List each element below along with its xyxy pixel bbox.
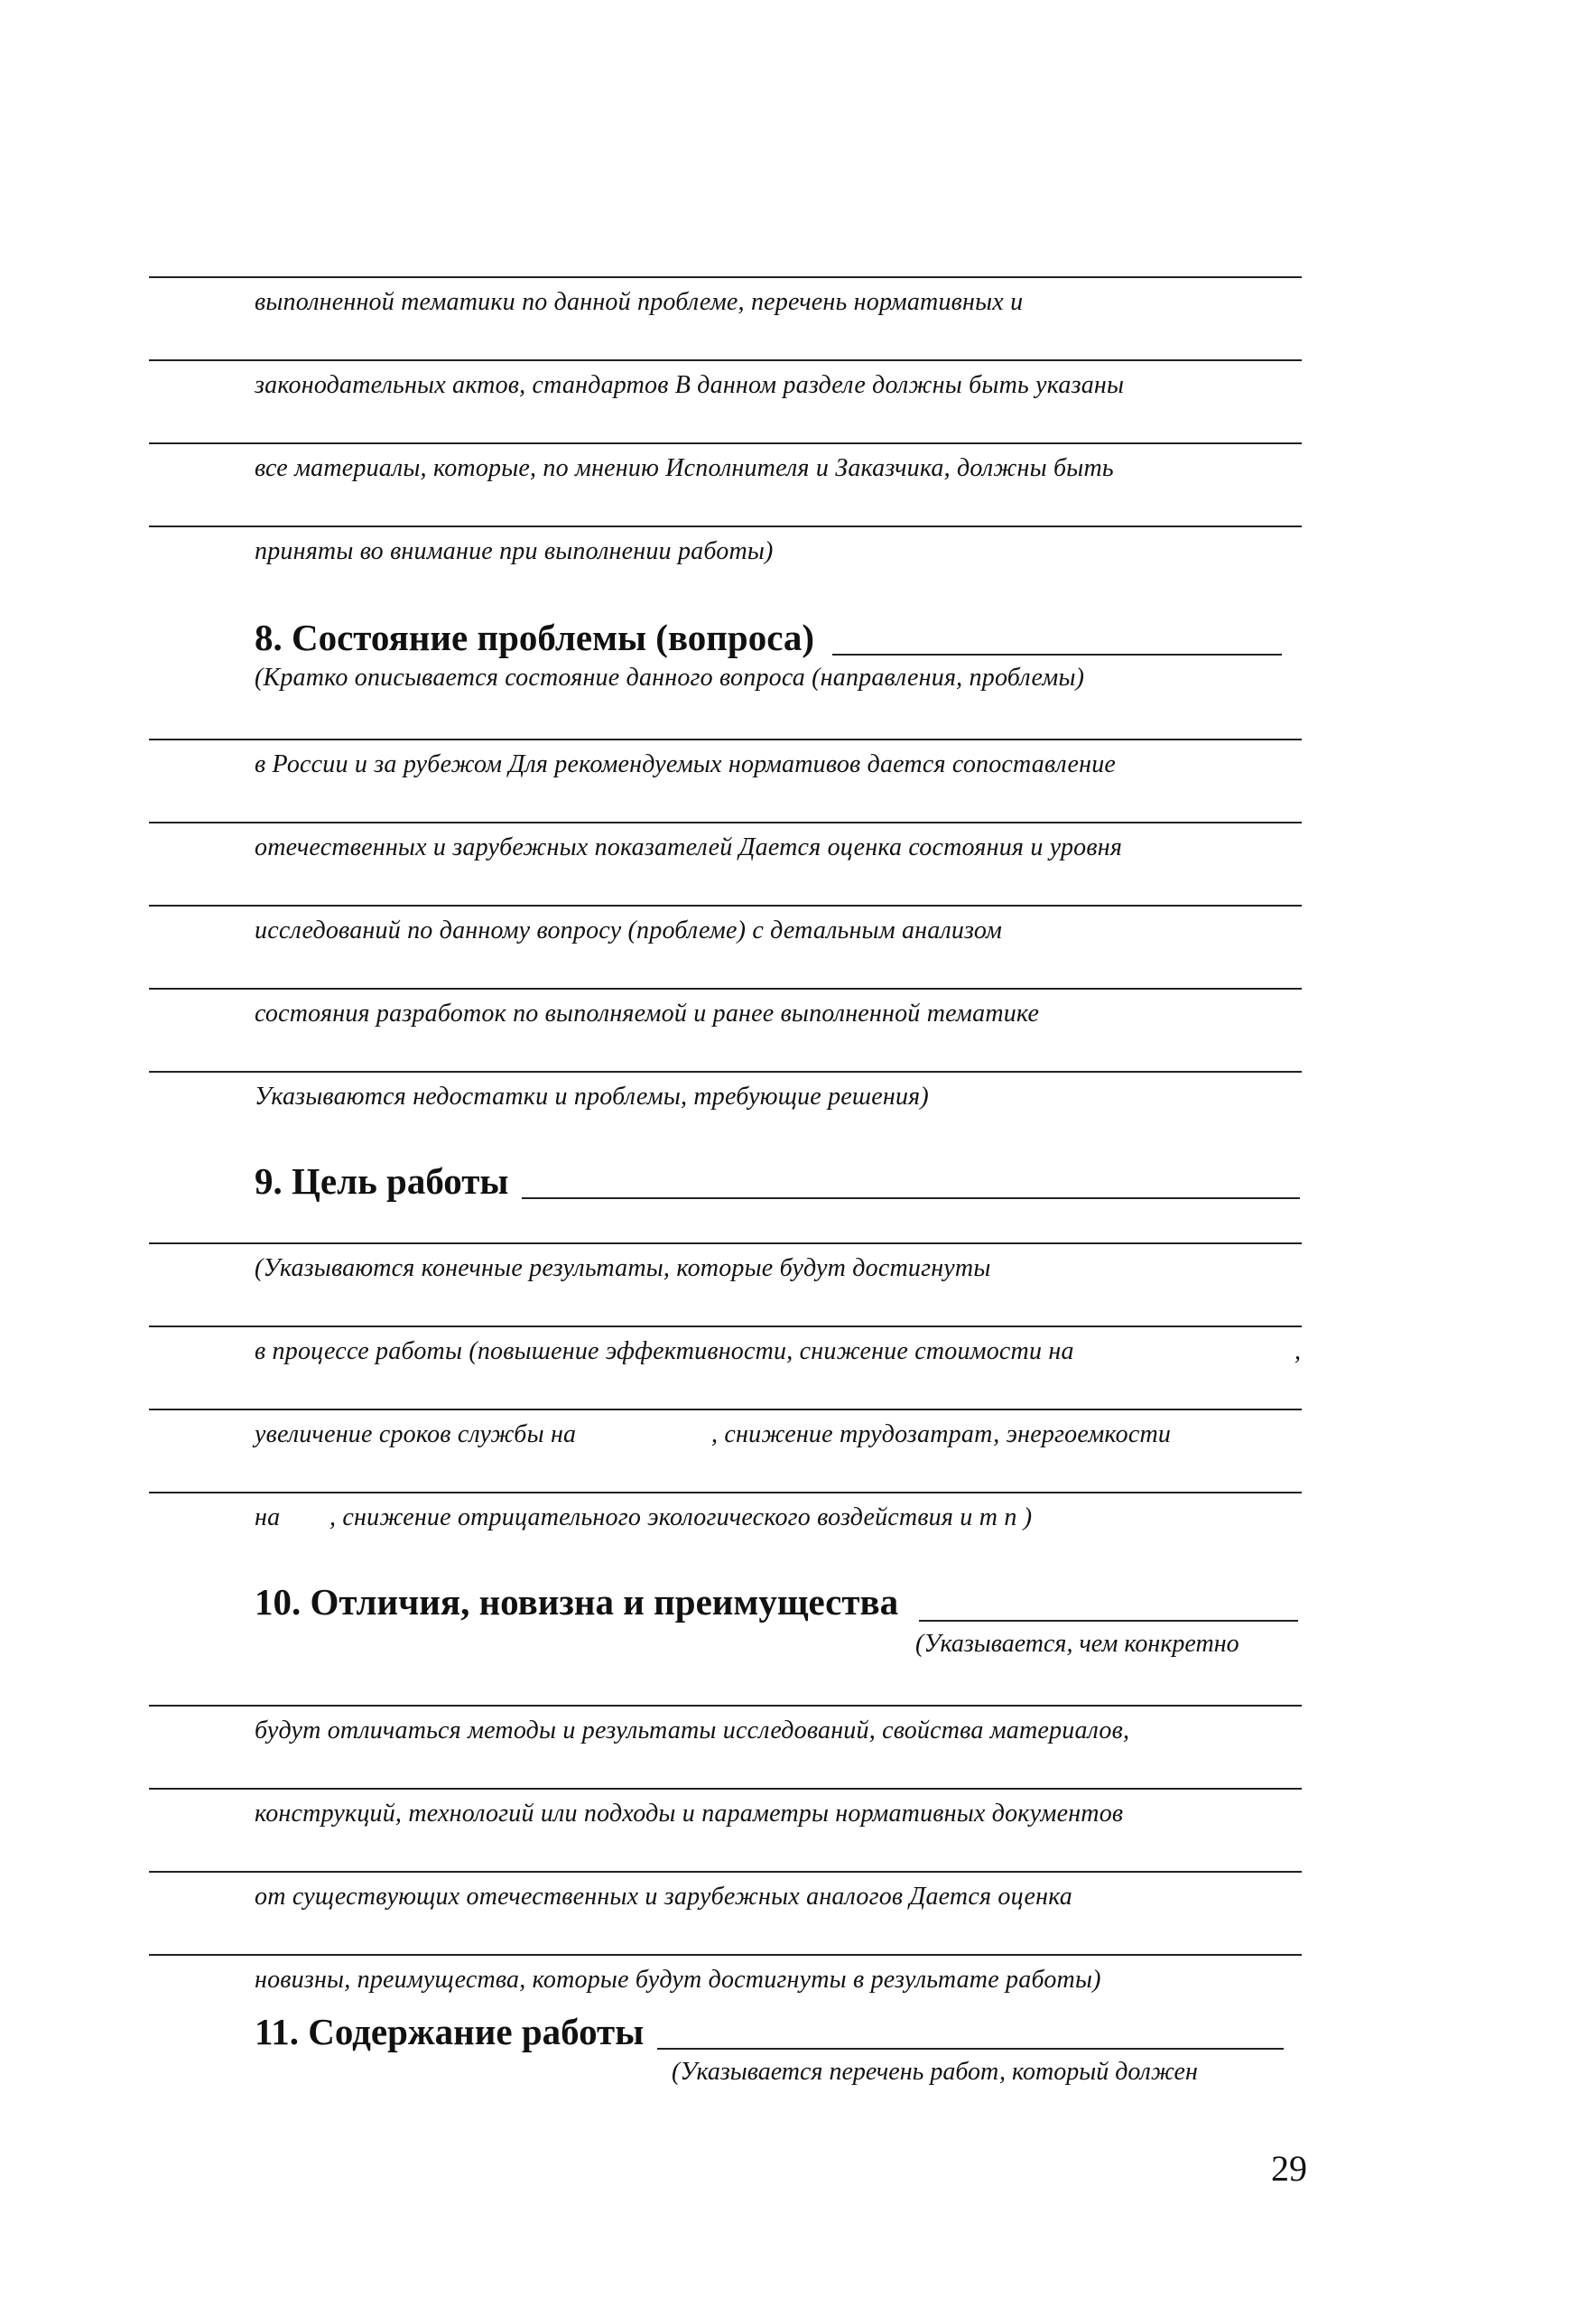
body-text-line: в процессе работы (повышение эффективности, снижение стоимости на xyxy=(255,1337,1074,1365)
body-text-fragment: , снижение отрицательного экологического воздействия и т п ) xyxy=(329,1503,1033,1531)
ruled-line xyxy=(149,1071,1302,1073)
body-text-line: конструкций, технологий или подходы и параметры нормативных документов xyxy=(255,1800,1124,1828)
body-text-line: новизны, преимущества, которые будут достигнуты в результате работы) xyxy=(255,1966,1101,1994)
ruled-line xyxy=(149,1409,1302,1410)
body-text-line: будут отличаться методы и результаты исследований, свойства материалов, xyxy=(255,1716,1130,1744)
body-text-line: все материалы, которые, по мнению Исполнителя и Заказчика, должны быть xyxy=(255,454,1114,482)
ruled-line xyxy=(149,1788,1302,1790)
heading-fill-line xyxy=(919,1620,1298,1622)
ruled-line xyxy=(149,442,1302,444)
section-heading-11: 11. Содержание работы xyxy=(255,2011,645,2052)
ruled-line xyxy=(149,1242,1302,1244)
section-heading-10: 10. Отличия, новизна и преимущества xyxy=(255,1581,899,1623)
body-text-line: законодательных актов, стандартов В данном разделе должны быть указаны xyxy=(255,371,1125,399)
section-heading-9: 9. Цель работы xyxy=(255,1160,509,1202)
body-text-line: (Кратко описывается состояние данного вопроса (направления, проблемы) xyxy=(255,664,1085,692)
body-text-fragment: , xyxy=(1294,1337,1302,1365)
ruled-line xyxy=(149,822,1302,823)
ruled-line xyxy=(149,739,1302,740)
ruled-line xyxy=(149,1871,1302,1873)
ruled-line xyxy=(149,359,1302,361)
ruled-line xyxy=(149,276,1302,278)
heading-fill-line xyxy=(832,654,1282,656)
heading-fill-line xyxy=(522,1197,1300,1199)
body-text-line: в России и за рубежом Для рекомендуемых нормативов дается сопоставление xyxy=(255,750,1117,778)
ruled-line xyxy=(149,1705,1302,1707)
ruled-line xyxy=(149,905,1302,907)
body-text-line: увеличение сроков службы на xyxy=(255,1420,577,1448)
ruled-line xyxy=(149,1492,1302,1493)
body-text-line: состояния разработок по выполняемой и ранее выполненной тематике xyxy=(255,1000,1040,1028)
ruled-line xyxy=(149,1326,1302,1327)
body-text-line: от существующих отечественных и зарубежных аналогов Дается оценка xyxy=(255,1883,1073,1911)
ruled-line xyxy=(149,1954,1302,1956)
heading-fill-line xyxy=(657,2048,1284,2050)
ruled-line xyxy=(149,526,1302,527)
body-text-line: (Указываются конечные результаты, которые будут достигнуты xyxy=(255,1254,991,1282)
body-text-line: выполненной тематики по данной проблеме, перечень нормативных и xyxy=(255,288,1024,316)
body-text-line: отечественных и зарубежных показателей Дается оценка состояния и уровня xyxy=(255,833,1123,861)
section-heading-8: 8. Состояние проблемы (вопроса) xyxy=(255,617,815,658)
body-text-line: на xyxy=(255,1503,281,1531)
page-number: 29 xyxy=(1271,2148,1307,2189)
body-text-line: приняты во внимание при выполнении работы) xyxy=(255,537,774,565)
body-text-line: Указываются недостатки и проблемы, требующие решения) xyxy=(255,1083,929,1111)
body-text-fragment: , снижение трудозатрат, энергоемкости xyxy=(711,1420,1172,1448)
body-text-line: исследований по данному вопросу (проблеме) с детальным анализом xyxy=(255,916,1003,944)
ruled-line xyxy=(149,988,1302,990)
section-note-right: (Указывается перечень работ, который должен xyxy=(672,2058,1198,2086)
section-note-right: (Указывается, чем конкретно xyxy=(915,1630,1239,1658)
